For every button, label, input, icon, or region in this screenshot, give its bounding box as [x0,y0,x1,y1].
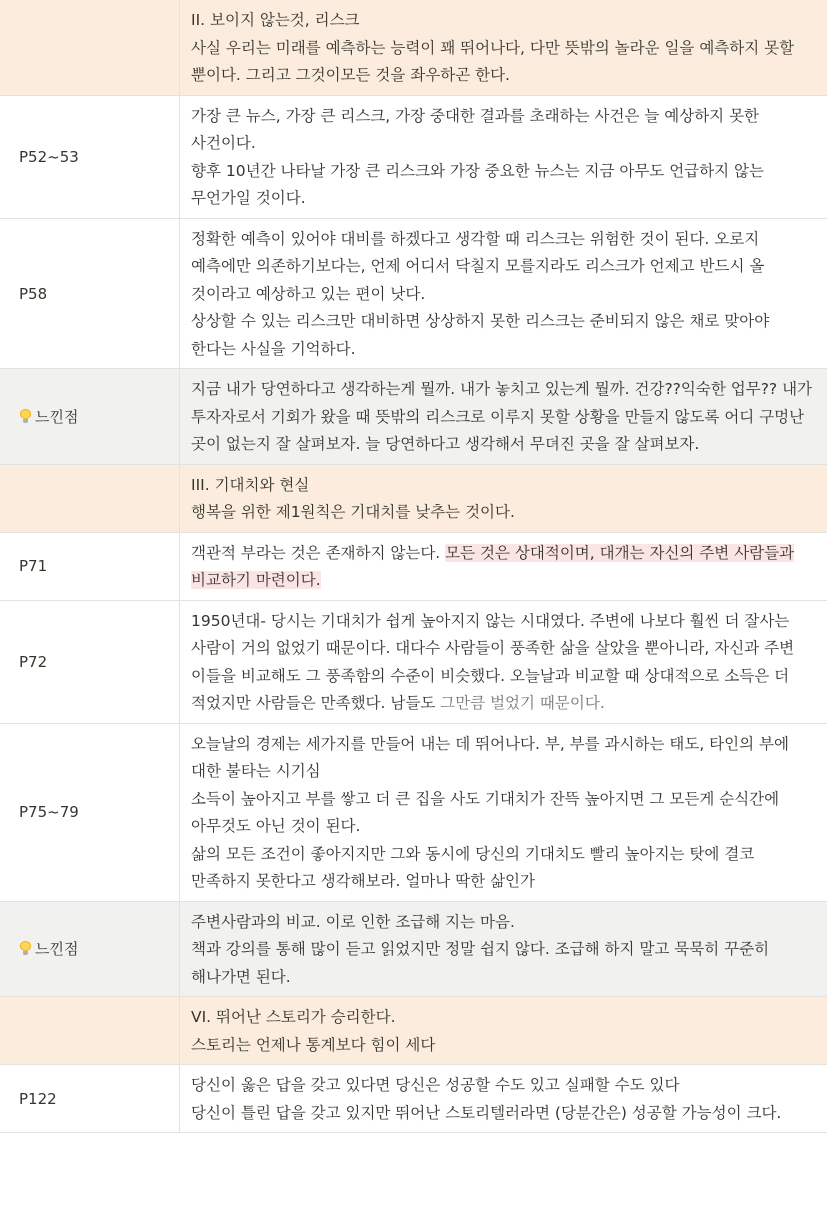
note-line: 가장 큰 뉴스, 가장 큰 리스크, 가장 중대한 결과를 초래하는 사건은 늘 예상하지 못한 사건이다. [191,106,760,152]
note-line: 소득이 높아지고 부를 쌓고 더 큰 집을 사도 기대치가 잔뜩 높아지면 그 모든게 순식간에 아무것도 아닌 것이 된다. [191,789,780,835]
note-line: 사실 우리는 미래를 예측하는 능력이 꽤 뛰어나다, 다만 뜻밖의 놀라운 일을 예측하지 못할 뿐이다. 그리고 그것이모든 것을 좌우하곤 한다. [191,38,795,84]
note-text: 객관적 부라는 것은 존재하지 않는다. [191,543,446,562]
note-content [180,997,827,1065]
page-label [0,464,180,532]
note-line: 당신이 옳은 답을 갖고 있다면 당신은 성공할 수도 있고 실패할 수도 있다 [191,1076,680,1094]
note-line: 주변사람과의 비교. 이로 인한 조급해 지는 마음. [191,912,515,931]
note-line: 지금 내가 당연하다고 생각하는게 뭘까. 내가 놓치고 있는게 뭘까. 건강??익숙한 업무?? 내가 투자자로서 기회가 왔을 때 뜻밖의 리스크로 이루지 못할 상황을 만들지 않도록 어디 구멍난 곳이 없는지 잘 살펴보자. 늘 당연하다고 생각해서 무뎌진 곳을 잘 살펴보자. [191,380,813,453]
reflection-row [0,901,827,997]
note-content [180,901,827,997]
note-content [180,218,827,369]
note-text: 1950년대- 당시는 기대치가 쉽게 높아지지 않는 시대였다. 주변에 나보다 훨씬 더 잘사는 사람이 거의 없었기 때문이다. 대다수 사람들이 풍족한 삶을 살았을 뿐아니라, 자신과 주변 이들을 비교해도 그 풍족함의 수준이 비슷했다. 오늘날과 비교할 때 상대적으로 소득은 더 적었지만 사람들은 만족했다. 남들도 [191,611,795,712]
reflection-label-text: 느낀점 [35,407,79,426]
note-row [0,95,827,218]
note-line: 정확한 예측이 있어야 대비를 하겠다고 생각할 때 리스크는 위험한 것이 된다. 오로지 예측에만 의존하기보다는, 언제 어디서 닥칠지 모를지라도 리스크가 언제고 반드시 올 것이라고 예상하고 있는 편이 낫다. [191,229,765,303]
section-title: VI. 뛰어난 스토리가 승리한다. [191,1008,396,1026]
note-content [180,532,827,600]
page-label [0,997,180,1065]
note-content [180,1065,827,1133]
section-row [0,0,827,95]
note-line: 스토리는 언제나 통계보다 힘이 세다 [191,1035,436,1054]
note-content [180,723,827,901]
section-title: II. 보이지 않는것, 리스크 [191,11,360,29]
section-row [0,997,827,1065]
note-line: 오늘날의 경제는 세가지를 만들어 내는 데 뛰어나다. 부, 부를 과시하는 태도, 타인의 부에 대한 불타는 시기심 [191,734,789,780]
page-label: P71 [0,532,180,600]
note-line: 당신이 틀린 답을 갖고 있지만 뛰어난 스토리텔러라면 (당분간은) 성공할 가능성이 크다. [191,1103,782,1122]
section-title: III. 기대치와 현실 [191,475,310,494]
section-row [0,464,827,532]
reflection-label-text: 느낀점 [35,940,79,958]
lightbulb-icon [19,409,33,424]
note-content [180,0,827,95]
note-content [180,95,827,218]
page-label: P58 [0,218,180,369]
muted-text: 그만큼 벌었기 때문이다. [440,694,605,712]
note-row [0,723,827,901]
page-label: P75~79 [0,723,180,901]
note-row [0,218,827,369]
page-label: P72 [0,600,180,723]
note-line: 상상할 수 있는 리스크만 대비하면 상상하지 못한 리스크는 준비되지 않은 채로 맞아야 한다는 사실을 기억하다. [191,312,770,358]
reflection-label [0,369,180,465]
note-row [0,1065,827,1133]
note-row [0,600,827,723]
note-line: 책과 강의를 통해 많이 듣고 읽었지만 정말 쉽지 않다. 조급해 하지 말고 묵묵히 꾸준히 해나가면 된다. [191,940,770,986]
page-label: P122 [0,1065,180,1133]
page-label: P52~53 [0,95,180,218]
note-line: 향후 10년간 나타날 가장 큰 리스크와 가장 중요한 뉴스는 지금 아무도 언급하지 않는 무언가일 것이다. [191,161,764,207]
note-line: 행복을 위한 제1원칙은 기대치를 낮추는 것이다. [191,503,515,521]
note-content [180,464,827,532]
note-content [180,369,827,465]
note-content [180,600,827,723]
lightbulb-icon [19,941,33,956]
reflection-label [0,901,180,997]
highlighted-text: 모든 것은 상대적이며, 대개는 자신의 주변 사람들과 비교하기 마련이다. [191,543,795,589]
reflection-row [0,369,827,465]
note-line: 삶의 모든 조건이 좋아지지만 그와 동시에 당신의 기대치도 빨리 높아지는 탓에 결코 만족하지 못한다고 생각해보라. 얼마나 딱한 삶인가 [191,844,755,890]
note-row [0,532,827,600]
page-label [0,0,180,95]
